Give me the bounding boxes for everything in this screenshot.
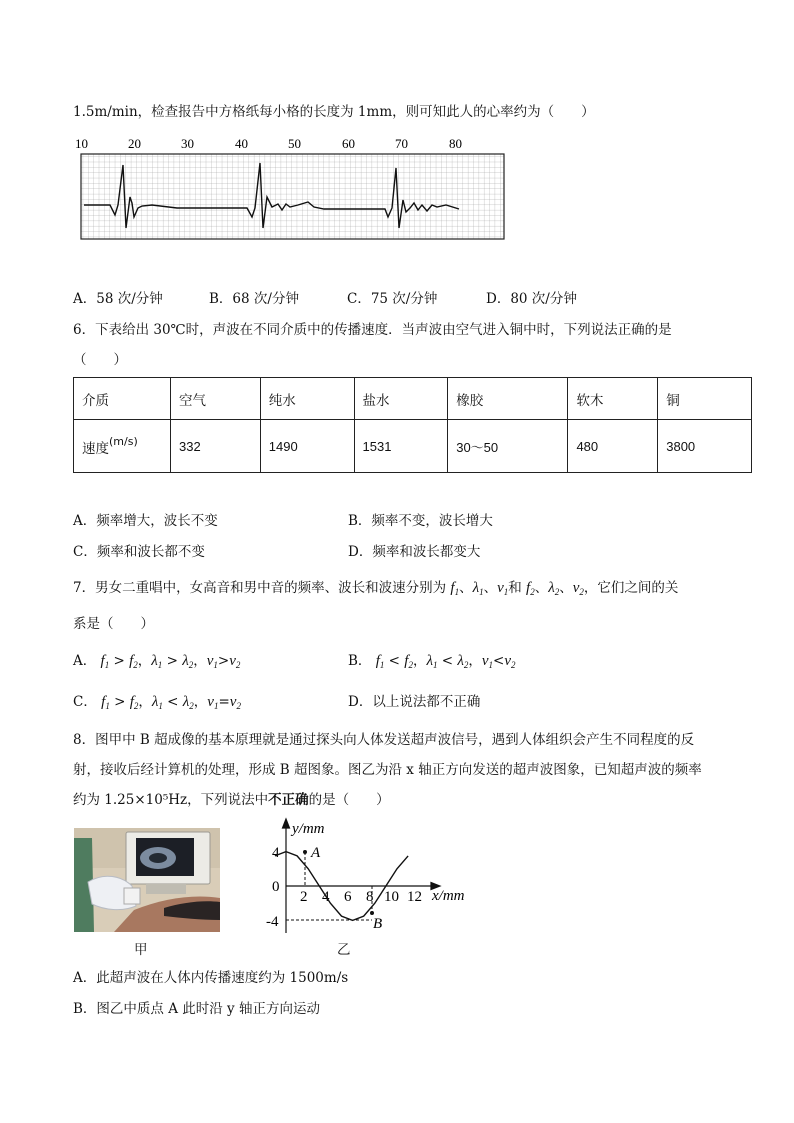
q7-option-d[interactable]: D．以上说法都不正确 [348,694,481,710]
q8-option-b[interactable]: B．图乙中质点 A 此时沿 y 轴正方向运动 [73,1001,320,1017]
q7-stem: 7．男女二重唱中，女高音和男中音的频率、波长和波速分别为 $f_1$、$\lambda_1$、$v_1$和 $f_2$、$\lambda_2$、$v_2$，它们之间的关 [73,580,679,597]
table-header-cell: 铜 [658,378,752,420]
table-header-cell: 纯水 [260,378,354,420]
row-label-text: 速度 [82,441,109,457]
graph-xtick-2: 2 [300,889,308,905]
q7-option-b[interactable]: B． $f_1 < f_2$，$\lambda_1 < \lambda_2$，$v_1<v_2$ [348,653,516,670]
q5-option-d[interactable]: D．80 次/分钟 [486,291,577,307]
ecg-tick-30: 30 [181,136,194,151]
ecg-tick-70: 70 [395,136,408,151]
ecg-tick-20: 20 [128,136,141,151]
table-header-cell: 介质 [74,378,171,420]
ecg-tick-40: 40 [235,136,248,151]
q5-option-a[interactable]: A．58 次/分钟 [73,291,163,307]
graph-ytick-0: 0 [272,879,280,895]
graph-xtick-4: 4 [322,889,330,905]
q6-stem: 6．下表给出 30℃时，声波在不同介质中的传播速度．当声波由空气进入铜中时，下列说法正确的是 [73,322,672,338]
graph-xtick-12: 12 [407,889,422,905]
row-unit: (m/s) [109,435,138,448]
graph-xtick-8: 8 [366,889,374,905]
wave-graph [262,815,472,945]
graph-xtick-6: 6 [344,889,352,905]
q5-option-c[interactable]: C．75 次/分钟 [347,291,438,307]
q7-option-c[interactable]: C． $f_1 > f_2$，$\lambda_1 < \lambda_2$，$v_1=v_2$ [73,694,241,711]
ecg-chart [72,135,512,245]
graph-ytick-neg4: -4 [266,914,279,930]
table-row [74,378,752,420]
table-header-cell: 盐水 [354,378,448,420]
q8-option-a[interactable]: A．此超声波在人体内传播速度约为 1500m/s [73,970,349,986]
q6-paren: （ ） [73,352,127,368]
ecg-tick-10: 10 [75,136,88,151]
ecg-grid [81,154,504,239]
q6-option-c[interactable]: C．频率和波长都不变 [73,544,205,560]
sound-speed-table [73,377,752,473]
q7-option-a[interactable]: A． $f_1 > f_2$，$\lambda_1 > \lambda_2$，$v_1>v_2$ [73,653,241,670]
point-b-marker [370,911,374,915]
q6-option-a[interactable]: A．频率增大，波长不变 [73,513,218,529]
graph-ytick-4: 4 [272,845,280,861]
ultrasound-photo [74,828,220,932]
table-header-cell: 空气 [171,378,261,420]
graph-ylabel: y/mm [292,821,325,837]
q6-option-b[interactable]: B．频率不变，波长增大 [348,513,493,529]
table-cell: 480 [568,420,658,473]
q8-stem-line1: 8．图甲中 B 超成像的基本原理就是通过探头向人体发送超声波信号，遇到人体组织会产生不同程度的反 [73,732,695,748]
table-cell: 30～50 [448,420,568,473]
graph-xtick-10: 10 [384,889,399,905]
table-row-label [74,420,171,473]
ecg-tick-60: 60 [342,136,355,151]
table-cell: 1490 [260,420,354,473]
q8-stem-line2: 射，接收后经计算机的处理，形成 B 超图象。图乙为沿 x 轴正方向发送的超声波图象，已知超声波的频率 [73,762,702,778]
point-a-label: A [311,845,321,861]
table-cell: 332 [171,420,261,473]
table-header-cell: 软木 [568,378,658,420]
point-b-label: B [373,916,383,932]
q7-stem-cont: 系是（ ） [73,616,154,632]
table-row [74,420,752,473]
table-header-cell: 橡胶 [448,378,568,420]
table-cell: 1531 [354,420,448,473]
ecg-tick-50: 50 [288,136,301,151]
q5-stem: 1.5m/min，检查报告中方格纸每小格的长度为 1mm，则可知此人的心率约为（ ） [73,104,595,120]
q5-option-b[interactable]: B．68 次/分钟 [209,291,299,307]
point-a-marker [303,850,307,854]
figure-a-label: 甲 [134,942,148,958]
figure-b-label: 乙 [337,942,351,958]
table-cell: 3800 [658,420,752,473]
ecg-tick-labels [75,136,462,151]
ecg-tick-80: 80 [449,136,462,151]
graph-xlabel: x/mm [432,888,465,904]
q6-option-d[interactable]: D．频率和波长都变大 [348,544,481,560]
q8-stem-line3: 约为 1.25×10⁵Hz，下列说法中不正确的是（ ） [73,792,390,808]
